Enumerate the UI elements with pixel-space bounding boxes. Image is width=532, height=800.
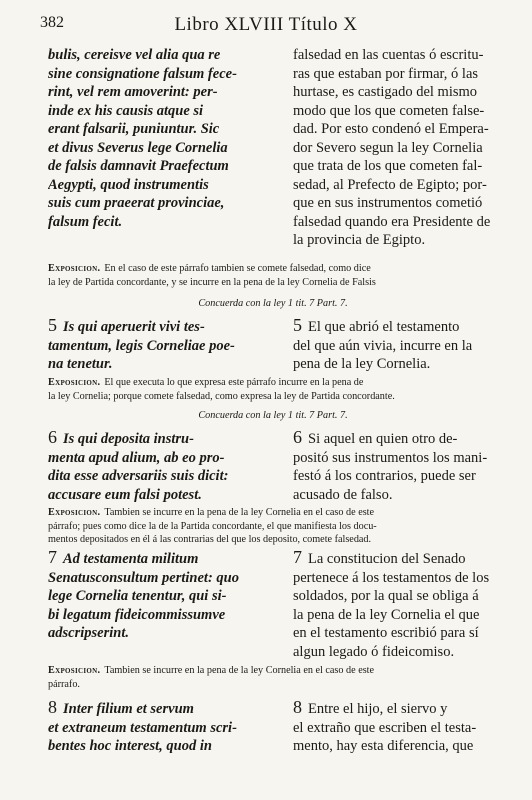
spanish-line: Si aquel en quien otro de- [308, 431, 458, 447]
exposicion-line: la ley Cornelia; porque comete falsedad, como expresa la ley de Partida concordante. [48, 390, 395, 402]
latin-text [48, 428, 270, 504]
spanish-line: pertenece á los testamentos de los [293, 569, 490, 586]
exposicion-label: Exposicion. [48, 507, 101, 518]
latin-line: et extraneum testamentum scri- [48, 719, 237, 736]
latin-line: falsum fecit. [48, 213, 123, 230]
spanish-line: dad. Por esto condenó el Empera- [293, 121, 489, 137]
latin-line: bi legatum fideicommissumve [48, 606, 226, 623]
spanish-line: sedad, al Prefecto de Egipto; por- [293, 176, 487, 193]
spanish-line: modo que los que cometen false- [293, 102, 485, 119]
exposicion-line: Tambien se incurre en la pena de la ley Cornelia en el caso de este [104, 507, 375, 518]
spanish-line: mento, hay esta diferencia, que [293, 738, 474, 754]
latin-text [48, 46, 270, 250]
section-6-paragraph [48, 428, 498, 504]
latin-line: bentes hoc interest, quod in [48, 738, 212, 754]
spanish-line: falsedad en las cuentas ó escritu- [293, 47, 484, 63]
latin-line: inde ex his causis atque si [48, 102, 204, 119]
spanish-line: acusado de falso. [293, 486, 393, 503]
spanish-line: pena de la ley Cornelia. [293, 356, 431, 372]
spanish-line: en el testamento escribió para sí [293, 625, 479, 641]
spanish-line: soldados, por la qual se obliga á [293, 588, 479, 604]
latin-line: Is qui aperuerit vivi tes- [63, 319, 205, 335]
spanish-line: Entre el hijo, el siervo y [308, 701, 448, 717]
spanish-line: algun legado ó fideicomiso. [293, 643, 455, 660]
exposicion-line: El que executa lo que expresa este párrafo incurre en la pena de [104, 377, 364, 388]
spanish-line: ras que estaban por firmar, ó las [293, 65, 479, 82]
spanish-line: hurtase, es castigado del mismo [293, 84, 478, 100]
paragraph-number: 5 [293, 316, 302, 335]
section-4-paragraph [48, 46, 498, 250]
paragraph-number: 6 [48, 428, 57, 447]
latin-line: suis cum praeerat provinciae, [48, 195, 225, 211]
latin-line: lege Cornelia tenentur, qui si- [48, 588, 227, 604]
latin-line: sine consignatione falsum fece- [48, 65, 237, 82]
spanish-line: festó á los contrarios, puede ser [293, 468, 476, 484]
spanish-line: que en sus instrumentos cometió [293, 195, 483, 211]
exposicion-line: párrafo; pues como dice la de la Partida concordante, el que manifiesta los docu- [48, 520, 377, 532]
latin-text [48, 698, 270, 756]
running-title: Libro XLVIII Título X [174, 14, 358, 35]
latin-line: erant falsarii, puniuntur. Sic [48, 121, 220, 137]
spanish-line: la provincia de Egipto. [293, 232, 426, 248]
exposicion-line: Tambien se incurre en la pena de la ley Cornelia en el caso de este [104, 665, 375, 676]
latin-line: Inter filium et servum [63, 701, 194, 717]
exposicion-label: Exposicion. [48, 263, 101, 274]
spanish-text [293, 698, 498, 756]
spanish-line: El que abrió el testamento [308, 319, 460, 335]
paragraph-number: 5 [48, 316, 57, 335]
concuerda-note: Concuerda con la ley 1 tit. 7 Part. 7. [198, 298, 348, 309]
latin-text [48, 316, 270, 374]
exposicion-note [48, 262, 498, 289]
paragraph-number: 8 [293, 698, 302, 717]
spanish-line: la pena de la ley Cornelia el que [293, 606, 480, 623]
latin-line: Is qui deposita instru- [63, 431, 194, 447]
exposicion-label: Exposicion. [48, 377, 101, 388]
spanish-line: La constitucion del Senado [308, 551, 466, 567]
paragraph-number: 7 [48, 548, 57, 567]
spanish-line: dor Severo segun la ley Cornelia [293, 139, 483, 156]
section-7-paragraph [48, 548, 498, 661]
exposicion-line: En el caso de este párrafo tambien se comete falsedad, como dice [104, 263, 371, 274]
exposicion-note [48, 664, 498, 691]
page-header [40, 14, 492, 40]
spanish-line: que trata de los que cometen fal- [293, 158, 483, 174]
spanish-text [293, 548, 498, 661]
latin-text [48, 548, 270, 661]
latin-line: Ad testamenta militum [63, 551, 199, 567]
latin-line: Aegypti, quod instrumentis [48, 176, 209, 193]
section-5-paragraph [48, 316, 498, 374]
latin-line: menta apud alium, ab eo pro- [48, 449, 225, 466]
paragraph-number: 8 [48, 698, 57, 717]
latin-line: rint, vel rem amoverint: per- [48, 84, 218, 100]
spanish-line: el extraño que escriben el testa- [293, 719, 477, 736]
spanish-line: falsedad quando era Presidente de [293, 213, 491, 230]
latin-line: adscripserint. [48, 625, 129, 641]
latin-line: de falsis damnavit Praefectum [48, 158, 229, 174]
spanish-text [293, 46, 498, 250]
spanish-line: del que aún vivia, incurre en la [293, 337, 473, 354]
latin-line: bulis, cereisve vel alia qua re [48, 47, 221, 63]
section-8-paragraph [48, 698, 498, 756]
latin-line: tamentum, legis Corneliae poe- [48, 337, 235, 354]
spanish-text [293, 316, 498, 374]
spanish-line: positó sus instrumentos los mani- [293, 449, 488, 466]
latin-line: na tenetur. [48, 356, 113, 372]
spanish-text [293, 428, 498, 504]
paragraph-number: 7 [293, 548, 302, 567]
latin-line: accusare eum falsi potest. [48, 486, 202, 503]
exposicion-line: párrafo. [48, 678, 80, 690]
exposicion-note [48, 376, 498, 403]
exposicion-label: Exposicion. [48, 665, 101, 676]
latin-line: Senatusconsultum pertinet: quo [48, 569, 239, 586]
exposicion-note [48, 506, 498, 547]
latin-line: dita esse adversariis suis dicit: [48, 468, 229, 484]
latin-line: et divus Severus lege Cornelia [48, 139, 228, 156]
exposicion-line: mentos depositados en él á las contrarias del que los deposito, comete falsedad. [48, 534, 372, 545]
paragraph-number: 6 [293, 428, 302, 447]
concuerda-note: Concuerda con la ley 1 tit. 7 Part. 7. [198, 410, 348, 421]
page-number: 382 [40, 14, 64, 31]
exposicion-line: la ley de Partida concordante, y se incurre en la pena de la ley Cornelia de Falsis [48, 276, 376, 288]
